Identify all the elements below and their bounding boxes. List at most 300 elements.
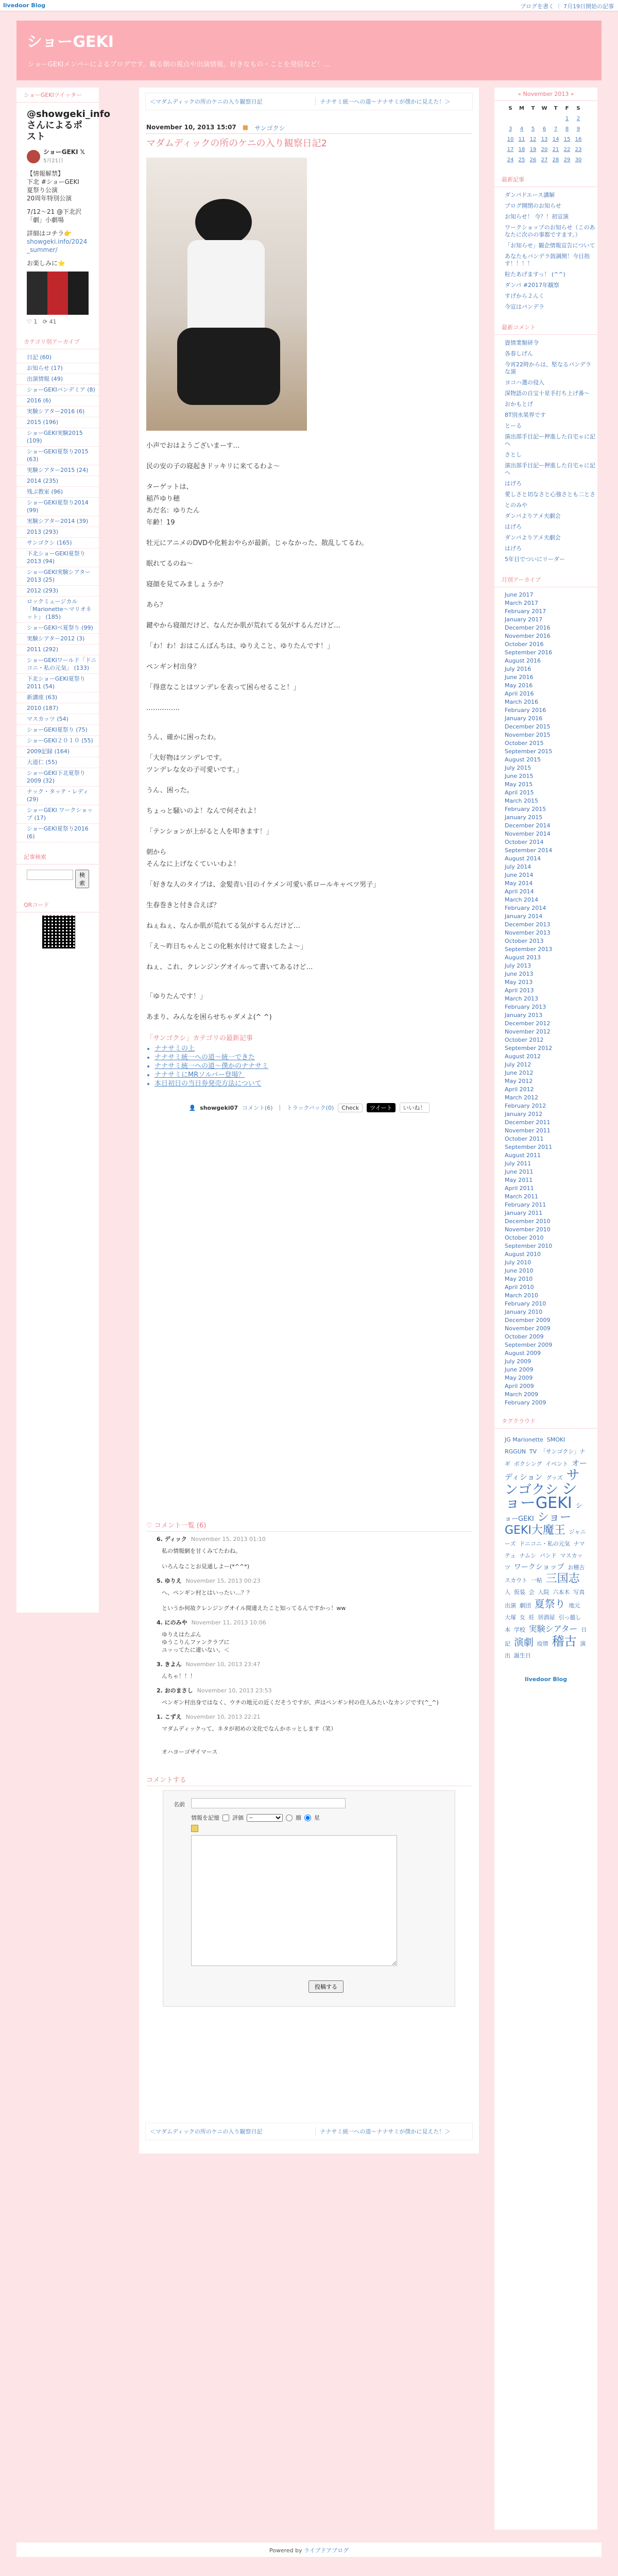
arch-list-link[interactable]: December 2015: [505, 723, 551, 730]
category-link[interactable]: ショーGEKIパンデミア (8): [27, 386, 95, 393]
tag-link[interactable]: 本: [505, 1626, 510, 1633]
tag-link[interactable]: 引っ越し: [558, 1614, 581, 1621]
arch-list-link[interactable]: February 2016: [505, 707, 546, 714]
arch-list-item: [494, 871, 597, 879]
category-link[interactable]: マスカッツ (54): [27, 716, 68, 722]
category-link[interactable]: 大道仁 (55): [27, 759, 58, 766]
tag-link[interactable]: バンド: [539, 1552, 557, 1559]
category-item: [16, 623, 99, 634]
arch-list-item: [494, 1036, 597, 1044]
arch-list-link[interactable]: April 2013: [505, 987, 534, 994]
top-links: ブログを書く ｜ 7月19日開始の記事: [520, 3, 614, 10]
related-link[interactable]: • ナナサミの上: [154, 1044, 472, 1053]
calendar-day[interactable]: 4: [520, 126, 524, 132]
arch-list-link[interactable]: November 2009: [505, 1325, 551, 1332]
rc-list-link[interactable]: 演出部手目記ー押進した自宅ゃに記ヘ: [505, 433, 595, 447]
calendar-day[interactable]: 9: [576, 126, 580, 132]
arch-list-link[interactable]: February 2017: [505, 608, 546, 615]
arch-list-link[interactable]: May 2010: [505, 1276, 533, 1282]
category-link[interactable]: ショーGEKI下北夏祭り2009 (32): [27, 770, 85, 784]
arch-list-link[interactable]: April 2011: [505, 1185, 534, 1192]
related-link[interactable]: • ナナサミ統一への道〜僕かのナナサミ: [154, 1062, 472, 1071]
category-link[interactable]: 実験シアター2012 (3): [27, 635, 85, 642]
post-author[interactable]: showgeki07: [200, 1104, 238, 1111]
prev-article-link[interactable]: ＜マダムディックの所のケニの入り観察日記: [150, 98, 263, 105]
category-link[interactable]: ショーGEKI夏祭り2015 (63): [27, 448, 89, 463]
smiley-icon[interactable]: [191, 1825, 198, 1832]
category-link[interactable]: お知らせ (17): [27, 365, 63, 371]
comment-textarea[interactable]: [191, 1835, 397, 1966]
calendar-day[interactable]: 21: [552, 146, 559, 152]
arch-list-link[interactable]: July 2009: [505, 1358, 531, 1365]
rc-list-link[interactable]: とのみや: [505, 502, 527, 509]
rc-list-link[interactable]: とーる: [505, 422, 522, 429]
calendar-day[interactable]: 28: [552, 157, 559, 163]
arch-list-link[interactable]: June 2015: [505, 773, 534, 779]
arch-list-link[interactable]: January 2012: [505, 1111, 543, 1117]
calendar-day[interactable]: 7: [554, 126, 558, 132]
write-blog-link[interactable]: ブログを書く: [520, 3, 554, 10]
arch-list-link[interactable]: March 2009: [505, 1391, 539, 1398]
arch-list-link[interactable]: October 2009: [505, 1333, 544, 1340]
tag-link[interactable]: ボクシング: [513, 1461, 542, 1467]
post-photo[interactable]: [146, 158, 307, 431]
arch-list-link[interactable]: July 2012: [505, 1061, 531, 1068]
arch-list-link[interactable]: November 2011: [505, 1127, 551, 1134]
rc-list-link[interactable]: 演出部手目記ー押進した自宅ゃに記ヘ: [505, 462, 595, 476]
arch-list-link[interactable]: June 2016: [505, 674, 534, 681]
rc-list-link[interactable]: ダンパよりアメ夫劇会: [505, 513, 561, 519]
tag-link[interactable]: 実験シアター: [528, 1624, 578, 1634]
tag-link[interactable]: TV: [529, 1448, 537, 1455]
arch-list-link[interactable]: December 2013: [505, 921, 551, 928]
rc-list-link[interactable]: 5年目でついにリーダー: [505, 556, 565, 563]
tw-name[interactable]: ショーGEKI: [43, 148, 78, 156]
calendar-day[interactable]: 11: [518, 136, 525, 142]
calendar-weekday: M: [519, 105, 524, 111]
category-link[interactable]: 2011 (292): [27, 646, 59, 653]
tag-link[interactable]: 会: [528, 1589, 535, 1596]
category-link[interactable]: サンゴクシ (165): [27, 539, 72, 546]
rc-list-link[interactable]: 各春しげん: [505, 350, 533, 357]
arch-list-item: [494, 1134, 597, 1143]
post-line: 「わ！わ！おはこんばんちは、ゆりえこと、ゆりたんです！」: [146, 642, 334, 650]
arch-list-link[interactable]: September 2010: [505, 1243, 553, 1249]
rc-list-link[interactable]: 今宵22時からは、堅なるパンデラな演: [505, 361, 591, 375]
arch-list-link[interactable]: December 2011: [505, 1119, 551, 1126]
rc-list-link[interactable]: 資情業類研令: [505, 340, 539, 346]
arch-list-link[interactable]: May 2016: [505, 682, 533, 689]
calendar-day[interactable]: 20: [541, 146, 548, 152]
arch-list-link[interactable]: November 2015: [505, 732, 551, 738]
tag-link[interactable]: 稽古: [552, 1634, 577, 1649]
livedoor-blog-logo[interactable]: livedoor Blog: [524, 1676, 567, 1683]
arch-list-link[interactable]: September 2016: [505, 649, 553, 656]
arch-list-link[interactable]: February 2015: [505, 806, 546, 812]
arch-list-link[interactable]: November 2016: [505, 633, 551, 639]
footer-link[interactable]: ライブドアブログ: [304, 2547, 349, 2554]
arch-list-link[interactable]: March 2011: [505, 1193, 539, 1200]
remember-checkbox[interactable]: [222, 1815, 229, 1821]
arch-list-link[interactable]: December 2009: [505, 1317, 551, 1324]
category-link[interactable]: 実験シアター2015 (24): [27, 467, 89, 473]
category-link[interactable]: 2009記録 (164): [27, 748, 70, 755]
recent-article-link[interactable]: 7月19日開始の記事: [563, 3, 614, 10]
arch-list-link[interactable]: October 2013: [505, 938, 544, 944]
retweet-icon[interactable]: ⟳: [42, 318, 48, 325]
archive-title: 月別アーカイブ: [494, 572, 597, 587]
tag-link[interactable]: SMOKI: [546, 1436, 565, 1443]
recent-list-link[interactable]: ダンパドエース講解: [505, 192, 555, 198]
tag-link[interactable]: 女: [519, 1614, 525, 1621]
arch-list-link[interactable]: June 2011: [505, 1168, 534, 1175]
arch-list-link[interactable]: April 2010: [505, 1284, 534, 1291]
arch-list-link[interactable]: August 2012: [505, 1053, 541, 1060]
tag-link[interactable]: 大塚: [505, 1614, 516, 1621]
arch-list-link[interactable]: August 2009: [505, 1350, 541, 1357]
tag-link[interactable]: 仮装: [513, 1589, 525, 1596]
category-link[interactable]: ショーGEKIワールド「ドニコニ・私の元気」 (133): [27, 657, 97, 671]
tag-link[interactable]: JG Marionette: [505, 1436, 543, 1443]
recent-list-link[interactable]: あなたもパンデラ鼓調開！今目指す！！！！: [505, 253, 590, 267]
category-link[interactable]: 2016 (6): [27, 397, 52, 404]
arch-list-link[interactable]: July 2010: [505, 1259, 531, 1266]
category-link[interactable]: ショーGEKIベ夏祭り (99): [27, 624, 93, 631]
category-link[interactable]: ショーGEKI夏祭り2016 (6): [27, 825, 89, 840]
search-input[interactable]: [27, 870, 73, 880]
calendar-day[interactable]: 23: [575, 146, 582, 152]
calendar-day[interactable]: 2: [576, 115, 580, 122]
calendar-day[interactable]: 13: [541, 136, 548, 142]
arch-list-link[interactable]: May 2014: [505, 880, 533, 887]
category-link[interactable]: ショーGEKI夏祭り (75): [27, 726, 88, 733]
arch-list-link[interactable]: February 2010: [505, 1300, 546, 1307]
calendar-day[interactable]: 1: [565, 115, 569, 122]
prev-article-link-bottom[interactable]: ＜マダムディックの所のケニの入り観察日記: [150, 2128, 263, 2135]
tag-link[interactable]: 学校: [513, 1626, 525, 1633]
tag-link[interactable]: 演出: [505, 1640, 586, 1659]
tag-link[interactable]: 日記: [505, 1626, 587, 1647]
calendar-day[interactable]: 30: [575, 157, 582, 163]
arch-list-link[interactable]: February 2009: [505, 1399, 546, 1406]
arch-list-link[interactable]: March 2012: [505, 1094, 539, 1101]
tw-media[interactable]: [27, 272, 89, 315]
recent-list-link[interactable]: ワークショップのお知らせ（このあなたに次のの事都ですます。）: [505, 224, 595, 238]
category-link[interactable]: 2013 (293): [27, 529, 59, 535]
rating-select[interactable]: [247, 1814, 283, 1822]
name-input[interactable]: [191, 1798, 346, 1808]
arch-list-link[interactable]: March 2017: [505, 600, 539, 606]
tag-link[interactable]: RGGUN: [505, 1448, 526, 1455]
arch-list-link[interactable]: February 2011: [505, 1201, 546, 1208]
tag-link[interactable]: 写真: [573, 1589, 585, 1596]
submit-button[interactable]: 投稿する: [308, 1980, 344, 1993]
arch-list-link[interactable]: August 2010: [505, 1251, 541, 1258]
calendar-day[interactable]: 18: [518, 146, 525, 152]
arch-list-item: [494, 1217, 597, 1225]
arch-list-link[interactable]: May 2011: [505, 1177, 533, 1183]
calendar-day[interactable]: 26: [529, 157, 537, 163]
calendar-day[interactable]: 16: [575, 136, 582, 142]
arch-list-link[interactable]: April 2012: [505, 1086, 534, 1093]
recent-list-link[interactable]: 「お知らせ」観企情報宣告について: [505, 242, 595, 249]
calendar-day[interactable]: 6: [542, 126, 546, 132]
arch-list-link[interactable]: February 2012: [505, 1103, 546, 1109]
category-link[interactable]: 出演情報 (49): [27, 376, 63, 382]
arch-list-link[interactable]: September 2009: [505, 1342, 553, 1348]
post-category-link[interactable]: サンゴクシ: [254, 125, 285, 132]
tag-link[interactable]: 人: [505, 1589, 510, 1596]
calendar-day[interactable]: 10: [507, 136, 514, 142]
rc-list-item: [494, 461, 597, 479]
rc-list-link[interactable]: さとし: [505, 451, 522, 458]
rc-list-link[interactable]: ヨコハ選の侵入: [505, 379, 544, 386]
arch-list-link[interactable]: October 2010: [505, 1234, 544, 1241]
arch-list-link[interactable]: November 2014: [505, 831, 551, 837]
recent-list-link[interactable]: ブログ開閉のお知らせ: [505, 202, 561, 209]
recent-list-link[interactable]: 粒たあげますっ！ (^^): [505, 271, 565, 278]
tw-link[interactable]: showgeki.info/2024_summer/: [27, 238, 88, 253]
arch-list-link[interactable]: May 2009: [505, 1375, 533, 1381]
rc-list-link[interactable]: 愛しさと切なさと心強さとも二とさ: [505, 491, 595, 498]
category-link[interactable]: 2010 (187): [27, 705, 59, 711]
tag-link[interactable]: ドニコニ・私の元気: [519, 1540, 570, 1547]
category-link[interactable]: 実験シアター2016 (6): [27, 408, 85, 415]
related-link[interactable]: • ナナサミ統一への道〜統一できた: [154, 1053, 472, 1062]
arch-list-link[interactable]: May 2015: [505, 781, 533, 788]
calendar-day[interactable]: 27: [541, 157, 548, 163]
calendar-weekday: T: [554, 105, 558, 111]
arch-list-link[interactable]: April 2015: [505, 789, 534, 796]
rc-list-link[interactable]: ダンパよりアメ夫劇会: [505, 534, 561, 541]
calendar-day[interactable]: 25: [518, 157, 525, 163]
star-radio[interactable]: [304, 1815, 311, 1821]
rc-list-link[interactable]: 8T別水果界です: [505, 412, 546, 418]
arch-list-link[interactable]: October 2015: [505, 740, 544, 747]
arch-list-link[interactable]: March 2015: [505, 798, 539, 804]
arch-list-link[interactable]: November 2012: [505, 1028, 551, 1035]
tw-handle[interactable]: @showgeki_infoさんによるポスト: [27, 109, 110, 142]
tag-link[interactable]: 六本木: [553, 1589, 570, 1596]
category-link[interactable]: 下北ショーGEKI夏祭り2011 (54): [27, 675, 85, 690]
tag-link[interactable]: ナマテュ: [505, 1540, 585, 1559]
tag-link[interactable]: 一帖: [530, 1577, 542, 1584]
tag-link[interactable]: マスカッツ: [505, 1552, 583, 1571]
tag-link[interactable]: 誕生日: [513, 1652, 531, 1659]
arch-list-link[interactable]: November 2013: [505, 929, 551, 936]
tag-link[interactable]: オーディション: [505, 1459, 588, 1482]
arch-list-link[interactable]: July 2016: [505, 666, 531, 672]
search-button[interactable]: 検索: [75, 870, 89, 888]
arch-list-link[interactable]: October 2012: [505, 1037, 544, 1043]
calendar-day[interactable]: 12: [529, 136, 537, 142]
arch-list-link[interactable]: July 2014: [505, 863, 531, 870]
arch-list-link[interactable]: July 2015: [505, 765, 531, 771]
category-link[interactable]: 2015 (196): [27, 419, 59, 426]
like-button[interactable]: いいね！: [400, 1103, 430, 1113]
category-link[interactable]: ショーGEKI実験2015 (109): [27, 430, 83, 444]
arch-list-link[interactable]: January 2011: [505, 1210, 543, 1216]
arch-list-link[interactable]: April 2014: [505, 888, 534, 895]
category-link[interactable]: 2012 (293): [27, 587, 59, 594]
tag-link[interactable]: 妊: [528, 1614, 535, 1621]
arch-list-link[interactable]: October 2016: [505, 641, 544, 648]
arch-list-link[interactable]: January 2014: [505, 913, 543, 920]
calendar-day[interactable]: 24: [507, 157, 514, 163]
arch-list-link[interactable]: March 2016: [505, 699, 539, 705]
category-link[interactable]: 実験シアター2014 (39): [27, 518, 89, 524]
tag-link[interactable]: グッズ: [546, 1475, 563, 1481]
arch-list-link[interactable]: September 2013: [505, 946, 553, 953]
arch-list-link[interactable]: July 2013: [505, 962, 531, 969]
category-link[interactable]: ショーGEKI ワークショップ (17): [27, 807, 93, 821]
tag-link[interactable]: 三国志: [545, 1572, 580, 1585]
arch-list-link[interactable]: August 2011: [505, 1152, 541, 1159]
arch-list-link[interactable]: December 2016: [505, 624, 551, 631]
category-link[interactable]: ショーGEKI２０１０ (55): [27, 737, 93, 744]
rc-list-link[interactable]: おかもとげ: [505, 401, 533, 408]
arch-list-link[interactable]: December 2014: [505, 822, 551, 829]
rc-list-link[interactable]: はげろ: [505, 545, 522, 552]
tag-link[interactable]: ショーGEKI大魔王: [505, 1511, 572, 1537]
arch-list-link[interactable]: March 2014: [505, 896, 539, 903]
tag-link[interactable]: 入院: [538, 1589, 550, 1596]
rc-list-link[interactable]: 深物語の自宝十星手打ち上げ番〜: [505, 390, 590, 397]
post-title[interactable]: マダムディックの所のケニの入り観察日記2: [146, 138, 327, 149]
tag-link[interactable]: スカウト: [505, 1577, 527, 1584]
related-link[interactable]: • 本日初日の当日券発売方法について: [154, 1079, 472, 1088]
tag-link[interactable]: 疫情: [537, 1640, 548, 1647]
tag-link[interactable]: 劇団: [519, 1602, 531, 1609]
calendar-day[interactable]: 8: [565, 126, 569, 132]
heart-icon[interactable]: ♡: [27, 318, 32, 325]
comment-body: へ、ペンギン村とはいったい…？？ というか何故クレンジングオイル間違えたこと知ってるんですかっ！ww: [162, 1589, 346, 1612]
arch-list-link[interactable]: May 2013: [505, 979, 533, 986]
arch-list-link[interactable]: August 2013: [505, 954, 541, 961]
tag-link[interactable]: 地元: [569, 1602, 580, 1609]
arch-list-link[interactable]: January 2016: [505, 715, 543, 722]
arch-list-link[interactable]: August 2016: [505, 657, 541, 664]
arch-list-link[interactable]: March 2013: [505, 995, 539, 1002]
arch-list-link[interactable]: June 2012: [505, 1070, 534, 1076]
arch-list-link[interactable]: January 2015: [505, 814, 543, 821]
rc-list-link[interactable]: はげろ: [505, 523, 522, 530]
arch-list-link[interactable]: May 2012: [505, 1078, 533, 1084]
category-link[interactable]: ナック・タッテ・レディ (29): [27, 788, 89, 803]
category-link[interactable]: ショーGEKI夏祭り2014 (99): [27, 499, 89, 514]
arch-list-link[interactable]: November 2010: [505, 1226, 551, 1233]
tweet-button[interactable]: ツイート: [367, 1103, 395, 1112]
calendar-day[interactable]: 22: [563, 146, 571, 152]
category-link[interactable]: 2014 (235): [27, 478, 59, 484]
arch-list-item: [494, 648, 597, 656]
calendar-day[interactable]: 29: [563, 157, 571, 163]
recent-list-item: [494, 291, 597, 302]
arch-list-link[interactable]: June 2010: [505, 1267, 534, 1274]
tag-link[interactable]: ジャニーズ: [505, 1529, 586, 1547]
tag-link[interactable]: 演劇: [513, 1637, 534, 1648]
related-link[interactable]: • ナナサミにMRソルバー登場？: [154, 1071, 472, 1079]
tag-link[interactable]: イベント: [545, 1461, 569, 1467]
tag-link[interactable]: サンゴクシ: [505, 1468, 580, 1498]
arch-list-link[interactable]: October 2014: [505, 839, 544, 845]
arch-list-link[interactable]: January 2013: [505, 1012, 543, 1019]
tag-link[interactable]: 「サンゴクシ」ナギ: [505, 1448, 586, 1467]
arch-list-link[interactable]: March 2010: [505, 1292, 539, 1299]
recent-comments-title: 最新コメント: [494, 320, 597, 335]
tag-link[interactable]: ショーGEKI: [505, 1480, 577, 1512]
category-link[interactable]: 新講座 (63): [27, 694, 58, 701]
arch-list-link[interactable]: February 2014: [505, 905, 546, 911]
recent-list-link[interactable]: お知らせ！ 今？！初宣演: [505, 213, 569, 220]
next-article-link-bottom[interactable]: ナナサミ統一への道〜ナナサミが僕かに見えた！＞: [320, 2128, 451, 2135]
blog-title[interactable]: ショーGEKI: [27, 33, 114, 51]
arch-list-link[interactable]: June 2014: [505, 872, 534, 878]
trackback-link[interactable]: トラックバック(0): [286, 1105, 334, 1111]
arch-list-link[interactable]: February 2013: [505, 1004, 546, 1010]
category-link[interactable]: ロックミュージカル「Marionette〜マリオネット」 (185): [27, 598, 92, 620]
arch-list-link[interactable]: December 2012: [505, 1020, 551, 1027]
recent-list-link[interactable]: 今宣はパンデラ: [505, 303, 544, 310]
category-link[interactable]: 残ぷ教室 (96): [27, 488, 63, 495]
arch-list-link[interactable]: August 2014: [505, 855, 541, 862]
tag-link[interactable]: お稽古: [568, 1564, 585, 1571]
category-link[interactable]: ショーGEKI実験シアター2013 (25): [27, 569, 91, 583]
arch-list-link[interactable]: January 2010: [505, 1309, 543, 1315]
arch-list-link[interactable]: June 2013: [505, 971, 534, 977]
calendar-day[interactable]: 17: [507, 146, 514, 152]
comments-count-link[interactable]: コメント(6): [242, 1105, 273, 1111]
arch-list-link[interactable]: June 2009: [505, 1366, 534, 1373]
tag-link[interactable]: ショーGEKI: [505, 1502, 582, 1523]
tag-link[interactable]: 居酒屋: [538, 1614, 555, 1621]
check-button[interactable]: Check: [338, 1104, 363, 1112]
calendar-day[interactable]: 5: [531, 126, 535, 132]
arch-list-link[interactable]: September 2015: [505, 748, 553, 755]
calendar-day[interactable]: 3: [508, 126, 512, 132]
calendar-day[interactable]: 14: [552, 136, 559, 142]
calendar-day[interactable]: 15: [563, 136, 571, 142]
arch-list-link[interactable]: October 2011: [505, 1136, 544, 1142]
tag-link[interactable]: 出演: [505, 1602, 516, 1609]
tag-link[interactable]: ナムシ: [519, 1552, 536, 1559]
tag-link[interactable]: ワークショップ: [513, 1563, 564, 1571]
livedoor-logo[interactable]: livedoor Blog: [3, 2, 46, 9]
arch-list-link[interactable]: June 2017: [505, 591, 534, 598]
arch-list-link[interactable]: September 2014: [505, 847, 553, 854]
category-link[interactable]: 日記 (60): [27, 354, 52, 361]
arch-list-link[interactable]: April 2016: [505, 690, 534, 697]
tag-link[interactable]: 夏祭り: [534, 1598, 565, 1610]
recent-list-link[interactable]: ダンパ #2017年観察: [505, 282, 560, 289]
arch-list-link[interactable]: January 2017: [505, 616, 543, 623]
arch-list-link[interactable]: August 2015: [505, 756, 541, 763]
calendar-title[interactable]: « November 2013 »: [494, 88, 597, 101]
arch-list-link[interactable]: July 2011: [505, 1160, 531, 1167]
calendar-day[interactable]: 19: [529, 146, 537, 152]
arch-list-item: [494, 623, 597, 632]
arch-list-link[interactable]: December 2010: [505, 1218, 551, 1225]
arch-list-link[interactable]: September 2011: [505, 1144, 553, 1150]
recent-list-item: [494, 201, 597, 212]
recent-list-link[interactable]: すげから２んく: [505, 293, 544, 299]
next-article-link[interactable]: ナナサミ統一への道〜ナナサミが僕かに見えた！＞: [320, 98, 451, 105]
arch-list-link[interactable]: September 2012: [505, 1045, 553, 1052]
arch-list-link[interactable]: April 2009: [505, 1383, 534, 1389]
category-link[interactable]: 下北ショーGEKI夏祭り2013 (94): [27, 550, 85, 565]
rc-list-link[interactable]: はげろ: [505, 480, 522, 487]
face-radio[interactable]: [286, 1815, 293, 1821]
